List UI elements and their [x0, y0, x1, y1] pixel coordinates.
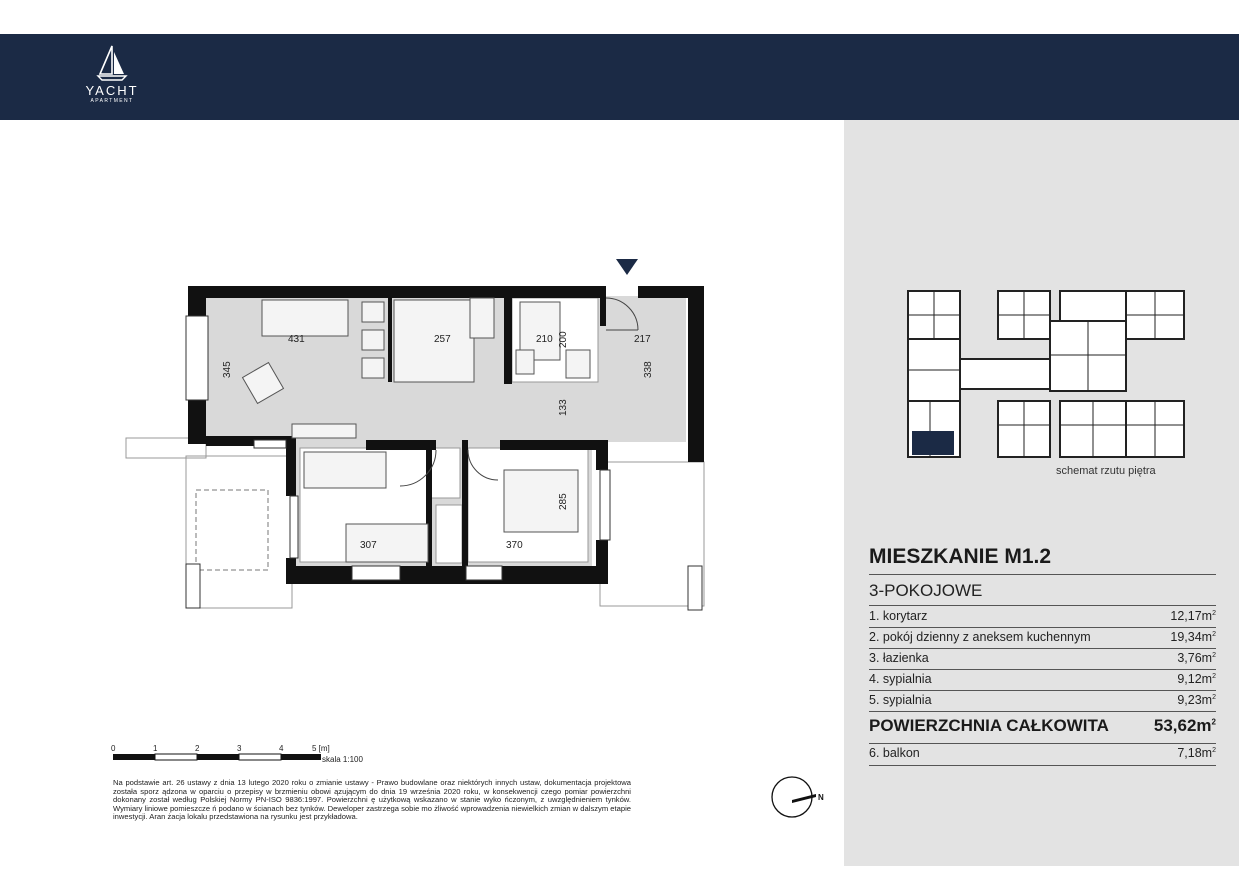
total-label: POWIERZCHNIA CAŁKOWITA — [869, 716, 1109, 735]
entrance-arrow-icon — [616, 259, 638, 275]
unit-sup: 2 — [1212, 693, 1216, 701]
dimension-label: 200 — [558, 331, 569, 348]
scale-label: skala 1:100 — [322, 755, 363, 764]
room-area: 3,76m — [1177, 651, 1213, 665]
scale-tick: 5 [m] — [312, 744, 330, 753]
dimension-label: 257 — [434, 334, 451, 345]
scale-tick: 3 — [237, 744, 242, 753]
room-label: 2. pokój dzienny z aneksem kuchennym — [869, 630, 1091, 644]
apartment-type: 3-POKOJOWE — [869, 581, 983, 600]
unit-sup: 2 — [1212, 651, 1216, 659]
dimension-label: 133 — [558, 399, 569, 416]
room-label: 4. sypialnia — [869, 672, 932, 686]
dimension-label: 285 — [558, 493, 569, 510]
room-area: 7,18m — [1177, 746, 1213, 760]
total-area: 53,62m — [1153, 716, 1212, 735]
room-area: 9,12m — [1177, 672, 1213, 686]
dimension-label: 338 — [643, 361, 654, 378]
room-area: 12,17m — [1170, 609, 1213, 623]
scale-bar — [113, 754, 321, 760]
dimension-label: 307 — [360, 540, 377, 551]
brand-name: YACHT — [85, 83, 139, 98]
divider — [869, 669, 1216, 670]
apartment-title: MIESZKANIE M1.2 — [869, 545, 1052, 568]
scale-tick: 2 — [195, 744, 200, 753]
scale-tick: 0 — [111, 744, 116, 753]
divider — [869, 648, 1216, 649]
unit-sup: 2 — [1212, 746, 1216, 754]
divider — [869, 627, 1216, 628]
room-area: 19,34m — [1170, 630, 1213, 644]
dimension-label: 217 — [634, 334, 651, 345]
divider — [869, 605, 1216, 606]
room-label: 6. balkon — [869, 746, 920, 760]
dimension-label: 431 — [288, 334, 305, 345]
divider — [869, 765, 1216, 766]
compass-icon — [772, 777, 816, 817]
room-label: 1. korytarz — [869, 609, 928, 623]
brand-subtitle: APARTMENT — [90, 98, 134, 104]
scale-tick: 4 — [279, 744, 284, 753]
schema-caption: schemat rzutu piętra — [1056, 465, 1156, 477]
unit-sup: 2 — [1212, 630, 1216, 638]
dimension-label: 210 — [536, 334, 553, 345]
divider — [869, 711, 1216, 712]
dimension-label: 370 — [506, 540, 523, 551]
divider — [869, 690, 1216, 691]
divider — [869, 743, 1216, 744]
dimension-label: 345 — [222, 361, 233, 378]
legal-disclaimer: Na podstawie art. 26 ustawy z dnia 13 lutego 2020 roku o zmianie ustawy - Prawo budowlane oraz niektórych innych ustaw, dokumentacja projektowa została sporz ądzona w oparciu o przepisy w brzmieniu obowi ązującym do dnia 19 września 2020 roku, w konsekwencji czego pomiar powierzchni dokonany został według Polskiej Normy PN-ISO 9836:1997. Powierzchni ę użytkową wskazano w stanie wyko ńczonym, z uwzględnieniem tynków. Wymiary liniowe pomieszcze ń podano w ścianach bez tynków. Deweloper zastrzega sobie mo żliwość wprowadzenia niewielkich zmian w dalszym etapie inwestycji. Aran żacja lokalu przedstawiona na rysunku jest przykładowa. — [113, 778, 631, 821]
balcony-row — [869, 746, 1216, 767]
total-area-row — [869, 716, 1216, 742]
room-label: 5. sypialnia — [869, 693, 932, 707]
room-label: 3. łazienka — [869, 651, 929, 665]
highlighted-apartment — [912, 431, 954, 455]
unit-sup: 2 — [1212, 609, 1216, 617]
scale-tick: 1 — [153, 744, 158, 753]
divider — [869, 574, 1216, 575]
compass-label: N — [818, 793, 824, 802]
unit-sup: 2 — [1211, 717, 1216, 727]
unit-sup: 2 — [1212, 672, 1216, 680]
room-area: 9,23m — [1177, 693, 1213, 707]
floor-schema — [900, 285, 1200, 465]
